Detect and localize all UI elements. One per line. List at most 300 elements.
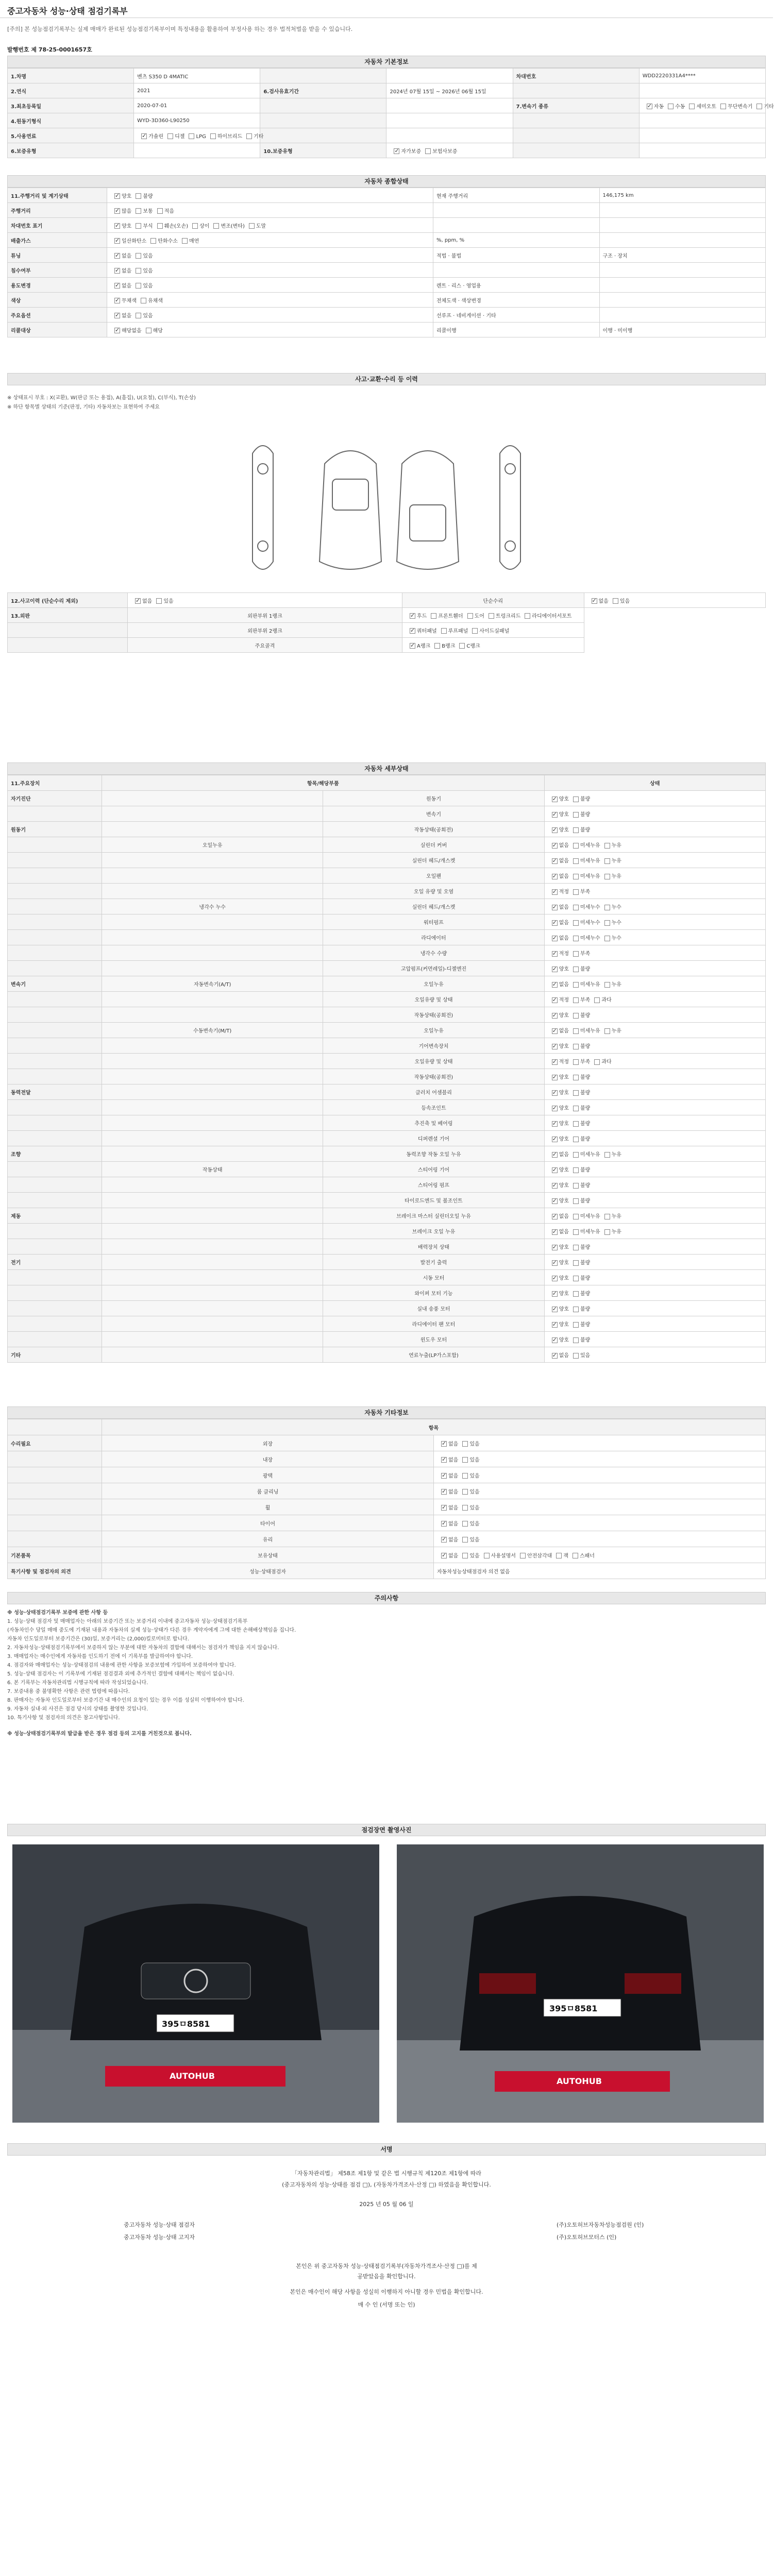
notice-text: [주의] 본 성능점검기록부는 실제 매매가 완료된 성능점검기록부이며 특정내용을 활용하여 부정사용 하는 경우 법적처벌을 받을 수 있습니다.	[7, 26, 353, 32]
option-checkbox[interactable]	[573, 905, 579, 910]
general-options	[107, 308, 433, 323]
option-checkbox[interactable]	[462, 1441, 468, 1447]
option-checkbox[interactable]	[157, 208, 163, 214]
option-checkbox[interactable]	[552, 1137, 558, 1142]
detail-item: 연료누출(LP가스포함)	[323, 1347, 544, 1363]
general-row	[8, 203, 766, 218]
option-checkbox[interactable]	[441, 628, 447, 634]
sign-inspector-value: (주)오토허브자동차성능점검원 (인)	[557, 2222, 644, 2228]
damage-sub: 주요골격	[128, 638, 402, 653]
damage-options	[402, 623, 584, 638]
option-checkbox[interactable]	[552, 1090, 558, 1096]
detail-row	[8, 1146, 766, 1162]
general-row	[8, 263, 766, 278]
option-checkbox[interactable]	[573, 796, 579, 802]
option-checkbox[interactable]	[136, 283, 141, 289]
detail-header-item: 항목/해당부품	[102, 775, 545, 791]
detail-item: 실린더 헤드/개스켓	[323, 853, 544, 868]
detail-sub	[102, 1038, 323, 1054]
general-row	[8, 278, 766, 293]
option-checkbox[interactable]	[552, 874, 558, 879]
option-checkbox[interactable]	[114, 193, 120, 199]
option-checkbox[interactable]	[410, 628, 415, 634]
option-label: 훼손(오손)	[164, 223, 189, 229]
detail-item: 실린더 헤드/개스켓	[323, 899, 544, 914]
option-checkbox[interactable]	[594, 1059, 600, 1065]
detail-sub	[102, 1100, 323, 1115]
option-checkbox[interactable]	[189, 133, 194, 139]
option-label: 도말	[256, 223, 266, 229]
option-checkbox[interactable]	[441, 1489, 447, 1495]
option-label: 누유	[611, 858, 621, 864]
general-options	[107, 293, 433, 308]
option-checkbox[interactable]	[552, 967, 558, 972]
option-checkbox[interactable]	[552, 1214, 558, 1219]
detail-group	[8, 837, 102, 853]
damage-sub: 외판부위 2랭크	[128, 623, 402, 638]
basic-cell-l2	[260, 69, 386, 83]
detail-group	[8, 806, 102, 822]
option-checkbox[interactable]	[573, 858, 579, 864]
option-checkbox[interactable]	[441, 1521, 447, 1527]
detail-sub: 자동변속기(A/T)	[102, 976, 323, 992]
option-checkbox[interactable]	[462, 1473, 468, 1479]
detail-options	[544, 1208, 765, 1224]
option-checkbox[interactable]	[520, 1553, 526, 1558]
option-label: 있음	[469, 1521, 480, 1527]
option-checkbox[interactable]	[114, 283, 120, 289]
detail-options	[544, 1054, 765, 1069]
general-options	[107, 218, 433, 233]
option-checkbox[interactable]	[573, 1013, 579, 1019]
option-checkbox[interactable]	[604, 858, 610, 864]
option-checkbox[interactable]	[573, 1245, 579, 1250]
basic-cell-l3: 차대번호	[513, 69, 639, 83]
detail-group	[8, 961, 102, 976]
option-checkbox[interactable]	[552, 1028, 558, 1034]
option-checkbox[interactable]	[246, 133, 252, 139]
option-label: 안전삼각대	[527, 1553, 552, 1559]
option-checkbox[interactable]	[462, 1553, 468, 1558]
option-label: 가솔린	[148, 133, 164, 140]
option-checkbox[interactable]	[604, 1152, 610, 1158]
option-checkbox[interactable]	[573, 1353, 579, 1359]
option-checkbox[interactable]	[552, 1198, 558, 1204]
option-checkbox[interactable]	[573, 1075, 579, 1080]
option-checkbox[interactable]	[552, 1121, 558, 1127]
option-checkbox[interactable]	[573, 1229, 579, 1235]
option-checkbox[interactable]	[573, 1152, 579, 1158]
option-label: 없음	[448, 1489, 459, 1495]
option-checkbox[interactable]	[573, 1260, 579, 1266]
option-label: 없음	[448, 1505, 459, 1511]
option-checkbox[interactable]	[647, 104, 652, 109]
option-checkbox[interactable]	[573, 812, 579, 818]
option-checkbox[interactable]	[425, 148, 431, 154]
option-checkbox[interactable]	[462, 1457, 468, 1463]
option-label: 양호	[559, 812, 569, 818]
option-checkbox[interactable]	[136, 223, 141, 229]
detail-row	[8, 930, 766, 945]
option-checkbox[interactable]	[552, 858, 558, 864]
option-checkbox[interactable]	[604, 920, 610, 926]
option-checkbox[interactable]	[573, 920, 579, 926]
damage-legend-2: ※ 하단 항목별 상태의 기준(판정, 기타) 자동차보는 표현하여 주세요	[7, 404, 160, 410]
option-checkbox[interactable]	[573, 1337, 579, 1343]
general-options	[107, 278, 433, 293]
option-checkbox[interactable]	[573, 997, 579, 1003]
option-checkbox[interactable]	[604, 1214, 610, 1219]
option-label: 무채색	[122, 298, 137, 304]
option-checkbox[interactable]	[156, 598, 162, 604]
option-checkbox[interactable]	[441, 1505, 447, 1511]
other-row	[8, 1531, 766, 1547]
option-checkbox[interactable]	[210, 133, 216, 139]
option-checkbox[interactable]	[192, 223, 198, 229]
detail-sub	[102, 1115, 323, 1131]
option-checkbox[interactable]	[552, 982, 558, 988]
detail-options	[544, 1301, 765, 1316]
option-checkbox[interactable]	[573, 874, 579, 879]
detail-group	[8, 1115, 102, 1131]
option-checkbox[interactable]	[573, 1121, 579, 1127]
detail-group: 조향	[8, 1146, 102, 1162]
option-checkbox[interactable]	[592, 598, 597, 604]
option-label: 후드	[417, 613, 427, 619]
option-checkbox[interactable]	[573, 1291, 579, 1297]
option-checkbox[interactable]	[114, 328, 120, 333]
detail-item: 고압펌프(커먼레일)-디젤엔진	[323, 961, 544, 976]
option-checkbox[interactable]	[136, 193, 141, 199]
option-checkbox[interactable]	[573, 1307, 579, 1312]
detail-sub	[102, 930, 323, 945]
option-checkbox[interactable]	[182, 238, 188, 244]
option-checkbox[interactable]	[462, 1505, 468, 1511]
sign-confirm-1: 본인은 위 중고자동차 성능·상태점검기록부(자동차가격조사·산정 □)를 제	[296, 2263, 477, 2269]
option-checkbox[interactable]	[141, 298, 146, 303]
option-checkbox[interactable]	[573, 1137, 579, 1142]
option-checkbox[interactable]	[552, 1183, 558, 1189]
option-label: 누유	[611, 1214, 621, 1219]
option-label: 누수	[611, 936, 621, 941]
option-checkbox[interactable]	[720, 104, 726, 109]
option-checkbox[interactable]	[114, 238, 120, 244]
option-checkbox[interactable]	[573, 1322, 579, 1328]
other-info-table	[7, 1419, 766, 1579]
option-checkbox[interactable]	[573, 982, 579, 988]
detail-row	[8, 1131, 766, 1146]
option-checkbox[interactable]	[689, 104, 695, 109]
option-checkbox[interactable]	[394, 148, 399, 154]
option-checkbox[interactable]	[573, 1553, 578, 1558]
option-checkbox[interactable]	[552, 1307, 558, 1312]
option-checkbox[interactable]	[552, 936, 558, 941]
detail-row	[8, 1177, 766, 1193]
other-row	[8, 1547, 766, 1563]
option-checkbox[interactable]	[114, 223, 120, 229]
option-checkbox[interactable]	[573, 827, 579, 833]
detail-sub	[102, 1069, 323, 1084]
option-checkbox[interactable]	[525, 613, 530, 619]
detail-row	[8, 853, 766, 868]
damage-options-2	[584, 593, 766, 608]
option-checkbox[interactable]	[573, 889, 579, 895]
option-checkbox[interactable]	[410, 613, 415, 619]
option-checkbox[interactable]	[441, 1553, 447, 1558]
damage-options	[402, 608, 584, 623]
general-note	[433, 263, 600, 278]
option-label: 양호	[559, 1198, 569, 1204]
sign-notifier-value: (주)오토허브모터스 (인)	[557, 2234, 617, 2241]
option-checkbox[interactable]	[462, 1489, 468, 1495]
option-checkbox[interactable]	[604, 936, 610, 941]
option-checkbox[interactable]	[552, 905, 558, 910]
detail-row	[8, 1007, 766, 1023]
general-row	[8, 293, 766, 308]
option-label: 있음	[163, 598, 174, 604]
option-checkbox[interactable]	[135, 598, 141, 604]
detail-item: 작동상태(공회전)	[323, 1007, 544, 1023]
detail-row	[8, 868, 766, 884]
option-checkbox[interactable]	[114, 313, 120, 318]
option-checkbox[interactable]	[552, 796, 558, 802]
detail-group	[8, 1131, 102, 1146]
option-checkbox[interactable]	[552, 812, 558, 818]
general-note: 전체도색 · 색상변경	[433, 293, 600, 308]
option-checkbox[interactable]	[573, 1276, 579, 1281]
option-checkbox[interactable]	[668, 104, 674, 109]
detail-row	[8, 1193, 766, 1208]
option-checkbox[interactable]	[594, 997, 600, 1003]
option-checkbox[interactable]	[141, 133, 147, 139]
option-label: 사이드실패널	[479, 628, 510, 634]
damage-options	[128, 593, 402, 608]
option-checkbox[interactable]	[410, 643, 415, 649]
option-checkbox[interactable]	[573, 1059, 579, 1065]
option-label: 부족	[580, 951, 591, 957]
option-checkbox[interactable]	[136, 268, 141, 274]
option-checkbox[interactable]	[604, 905, 610, 910]
option-checkbox[interactable]	[157, 223, 163, 229]
detail-row	[8, 914, 766, 930]
option-checkbox[interactable]	[552, 1353, 558, 1359]
option-checkbox[interactable]	[552, 1260, 558, 1266]
option-checkbox[interactable]	[573, 1028, 579, 1034]
option-label: 미세누유	[580, 982, 600, 988]
option-checkbox[interactable]	[573, 1214, 579, 1219]
option-checkbox[interactable]	[114, 253, 120, 259]
option-checkbox[interactable]	[136, 253, 141, 259]
option-checkbox[interactable]	[552, 1167, 558, 1173]
option-label: 양호	[559, 967, 569, 972]
basic-cell-v2	[386, 113, 513, 128]
option-checkbox[interactable]	[462, 1521, 468, 1527]
option-checkbox[interactable]	[150, 238, 156, 244]
option-label: 보험사보증	[432, 148, 458, 155]
option-checkbox[interactable]	[114, 268, 120, 274]
option-checkbox[interactable]	[573, 1090, 579, 1096]
general-row	[8, 218, 766, 233]
option-checkbox[interactable]	[441, 1441, 447, 1447]
option-checkbox[interactable]	[556, 1553, 562, 1558]
general-label: 용도변경	[8, 278, 107, 293]
option-checkbox[interactable]	[459, 643, 465, 649]
option-checkbox[interactable]	[573, 1167, 579, 1173]
other-group: 특기사항 및 점검자의 의견	[8, 1563, 102, 1579]
option-label: 양호	[559, 1044, 569, 1049]
option-label: 불량	[580, 1137, 591, 1142]
detail-sub	[102, 853, 323, 868]
option-label: B랭크	[442, 643, 456, 649]
basic-cell-l3	[513, 128, 639, 143]
option-checkbox[interactable]	[552, 1152, 558, 1158]
option-checkbox[interactable]	[552, 1106, 558, 1111]
option-checkbox[interactable]	[489, 613, 494, 619]
option-checkbox[interactable]	[756, 104, 762, 109]
option-checkbox[interactable]	[552, 843, 558, 849]
option-checkbox[interactable]	[573, 843, 579, 849]
damage-row	[8, 638, 766, 653]
detail-sub	[102, 822, 323, 837]
damage-row	[8, 593, 766, 608]
general-label: 튜닝	[8, 248, 107, 263]
detail-row	[8, 1347, 766, 1363]
option-checkbox[interactable]	[604, 1229, 610, 1235]
option-checkbox[interactable]	[552, 889, 558, 895]
option-checkbox[interactable]	[573, 951, 579, 957]
detail-row	[8, 1054, 766, 1069]
detail-item: 추진축 및 베어링	[323, 1115, 544, 1131]
option-checkbox[interactable]	[552, 1276, 558, 1281]
option-checkbox[interactable]	[552, 997, 558, 1003]
option-checkbox[interactable]	[573, 1198, 579, 1204]
option-checkbox[interactable]	[114, 298, 120, 303]
detail-group: 기타	[8, 1347, 102, 1363]
option-label: 양호	[559, 1337, 569, 1343]
option-checkbox[interactable]	[573, 936, 579, 941]
option-checkbox[interactable]	[604, 982, 610, 988]
option-label: 과다	[601, 997, 612, 1003]
option-checkbox[interactable]	[249, 223, 255, 229]
option-label: 있음	[469, 1505, 480, 1511]
sign-notifier-label: 중고자동차 성능·상태 고지자	[124, 2234, 195, 2241]
option-label: 트렁크리드	[495, 613, 521, 619]
option-checkbox[interactable]	[467, 613, 473, 619]
option-label: 매연	[189, 238, 199, 244]
option-checkbox[interactable]	[573, 1044, 579, 1049]
option-checkbox[interactable]	[431, 613, 436, 619]
detail-item: 실린더 커버	[323, 837, 544, 853]
option-checkbox[interactable]	[114, 208, 120, 214]
detail-sub: 수동변속기(M/T)	[102, 1023, 323, 1038]
option-checkbox[interactable]	[552, 1291, 558, 1297]
option-checkbox[interactable]	[484, 1553, 490, 1558]
option-checkbox[interactable]	[552, 1044, 558, 1049]
other-options	[434, 1483, 766, 1499]
option-label: 양호	[559, 1245, 569, 1250]
option-label: A랭크	[417, 643, 431, 649]
detail-sub	[102, 1270, 323, 1285]
option-checkbox[interactable]	[441, 1537, 447, 1543]
basic-cell-l1: 1.차명	[8, 69, 134, 83]
option-checkbox[interactable]	[167, 133, 173, 139]
detail-item: 오일유량 및 상태	[323, 992, 544, 1007]
option-checkbox[interactable]	[213, 223, 219, 229]
detail-item: 실내 송풍 모터	[323, 1301, 544, 1316]
option-checkbox[interactable]	[573, 1183, 579, 1189]
option-checkbox[interactable]	[552, 1013, 558, 1019]
detail-group	[8, 1038, 102, 1054]
option-checkbox[interactable]	[573, 967, 579, 972]
option-checkbox[interactable]	[462, 1537, 468, 1543]
detail-group: 변속기	[8, 976, 102, 992]
option-checkbox[interactable]	[604, 874, 610, 879]
option-checkbox[interactable]	[136, 313, 141, 318]
option-label: 부족	[580, 889, 591, 895]
option-checkbox[interactable]	[604, 1028, 610, 1034]
basic-cell-l1: 4.원동기형식	[8, 113, 134, 128]
option-label: 없음	[559, 1214, 569, 1219]
option-label: 양호	[559, 1106, 569, 1111]
basic-cell-l1: 3.최초등록일	[8, 98, 134, 113]
option-checkbox[interactable]	[604, 843, 610, 849]
damage-label	[8, 623, 128, 638]
option-checkbox[interactable]	[472, 628, 478, 634]
option-label: 있음	[143, 268, 153, 274]
option-checkbox[interactable]	[552, 920, 558, 926]
detail-options	[544, 930, 765, 945]
option-checkbox[interactable]	[441, 1457, 447, 1463]
detail-row	[8, 1038, 766, 1054]
option-checkbox[interactable]	[552, 951, 558, 957]
option-checkbox[interactable]	[552, 1337, 558, 1343]
option-label: 양호	[559, 1013, 569, 1019]
option-label: 상이	[199, 223, 210, 229]
option-label: 없음	[448, 1473, 459, 1479]
detail-group	[8, 1239, 102, 1255]
section-detail: 자동차 세부상태	[7, 762, 766, 775]
plate-front: 395ㅁ8581	[162, 2019, 210, 2029]
other-options	[434, 1435, 766, 1451]
detail-item: 배력장치 상태	[323, 1239, 544, 1255]
general-value: 이행 · 미이행	[599, 323, 766, 337]
option-label: 부족	[580, 997, 591, 1003]
detail-group	[8, 868, 102, 884]
other-group	[8, 1515, 102, 1531]
option-checkbox[interactable]	[434, 643, 440, 649]
option-checkbox[interactable]	[136, 208, 141, 214]
option-label: 미세누유	[580, 1152, 600, 1158]
option-checkbox[interactable]	[441, 1473, 447, 1479]
option-label: 적정	[559, 889, 569, 895]
option-checkbox[interactable]	[552, 1322, 558, 1328]
basic-row	[8, 98, 766, 113]
option-checkbox[interactable]	[146, 328, 152, 333]
detail-group	[8, 1162, 102, 1177]
option-checkbox[interactable]	[613, 598, 618, 604]
option-label: 없음	[559, 874, 569, 879]
option-label: 미세누유	[580, 858, 600, 864]
option-label: 쿼터패널	[417, 628, 437, 634]
detail-item: 발전기 출력	[323, 1255, 544, 1270]
option-checkbox[interactable]	[552, 827, 558, 833]
option-checkbox[interactable]	[552, 1059, 558, 1065]
detail-row	[8, 884, 766, 899]
option-checkbox[interactable]	[552, 1075, 558, 1080]
option-checkbox[interactable]	[573, 1106, 579, 1111]
option-checkbox[interactable]	[552, 1229, 558, 1235]
option-checkbox[interactable]	[552, 1245, 558, 1250]
